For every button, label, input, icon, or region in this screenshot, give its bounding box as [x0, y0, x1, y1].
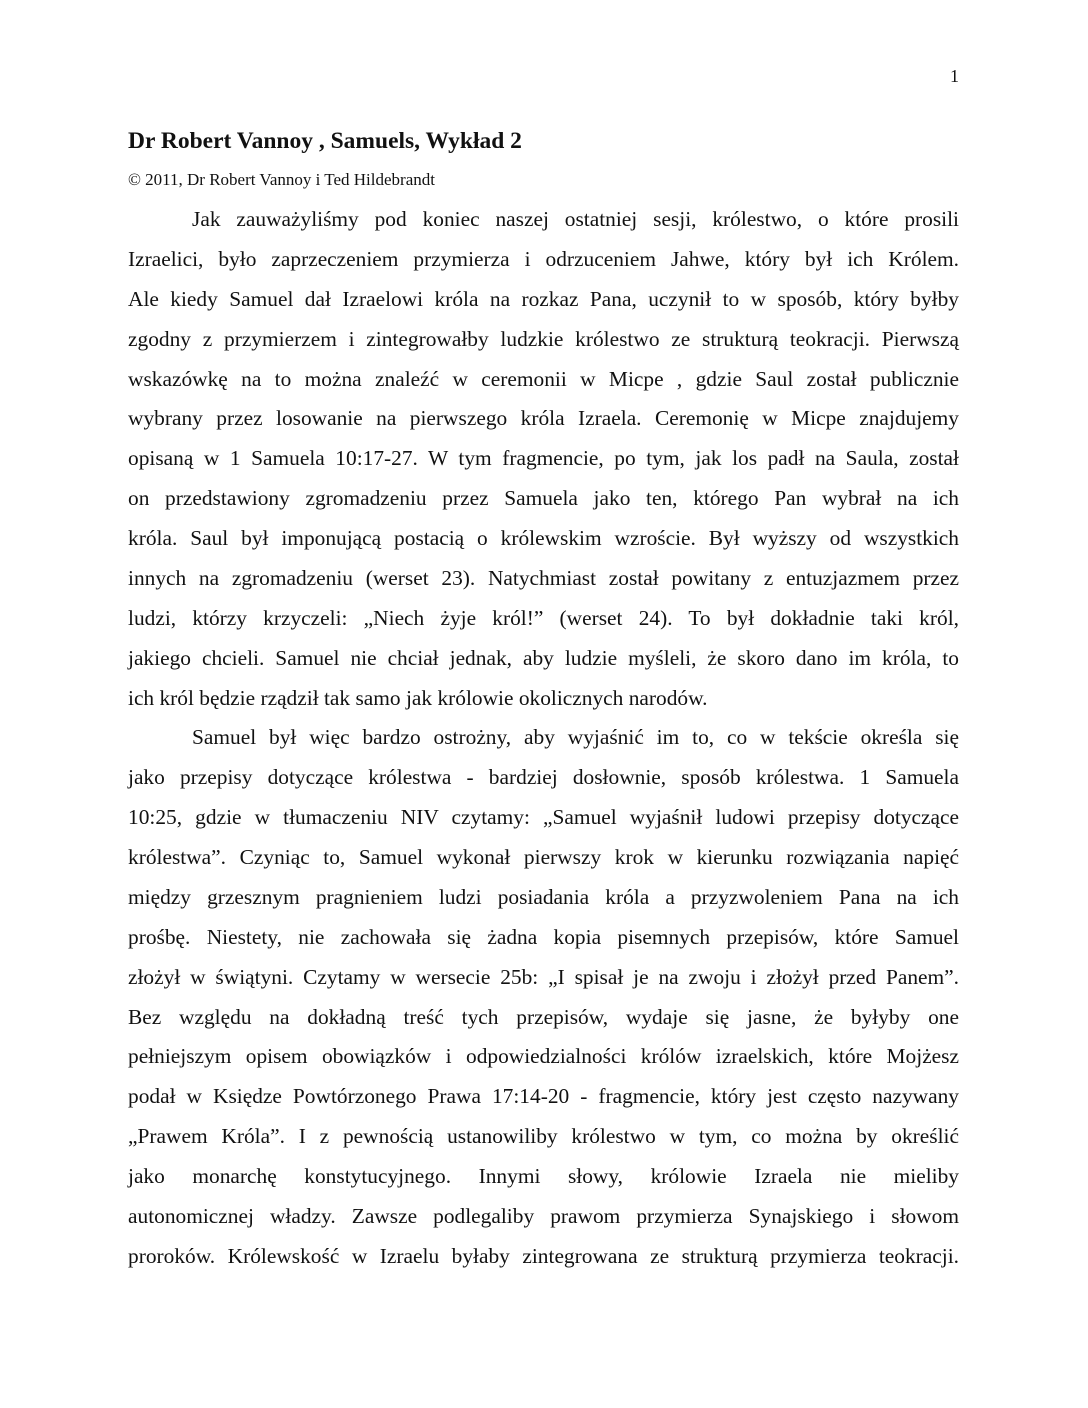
page-number: 1 [950, 66, 959, 86]
text-line: prośbę. Niestety, nie zachowała się żadna kopia pisemnych przepisów, które Samuel [128, 924, 959, 949]
text-line: złożył w świątyni. Czytamy w wersecie 25b: „I spisał je na zwoju i złożył przed Panem”. [128, 964, 959, 989]
text-line: 10:25, gdzie w tłumaczeniu NIV czytamy: „Samuel wyjaśnił ludowi przepisy dotyczące [128, 805, 959, 830]
text-line: wybrany przez losowanie na pierwszego króla Izraela. Ceremonię w Micpe znajdujemy [128, 406, 959, 431]
text-line: pełniejszym opisem obowiązków i odpowiedzialności królów izraelskich, które Mojżesz [128, 1044, 959, 1069]
text-line: wskazówkę na to można znaleźć w ceremonii w Micpe , gdzie Saul został publicznie [128, 366, 959, 391]
text-line: jakiego chcieli. Samuel nie chciał jednak, aby ludzie myśleli, że skoro dano im króla, to [128, 645, 959, 670]
text-line: Ale kiedy Samuel dał Izraelowi króla na rozkaz Pana, uczynił to w sposób, który byłby [128, 286, 959, 311]
paragraph-2 [128, 718, 959, 1276]
text-line: królestwa”. Czyniąc to, Samuel wykonał pierwszy krok w kierunku rozwiązania napięć [128, 845, 959, 869]
paragraph-1 [128, 200, 959, 718]
text-line: autonomicznej władzy. Zawsze podlegaliby prawom przymierza Synajskiego i słowom [128, 1203, 959, 1228]
text-line: ludzi, którzy krzyczeli: „Niech żyje król!” (werset 24). To był dokładnie taki król, [128, 605, 959, 630]
text-line: on przedstawiony zgromadzeniu przez Samuela jako ten, którego Pan wybrał na ich [128, 486, 959, 511]
text-line: Bez względu na dokładną treść tych przepisów, wydaje się jasne, że byłyby one [128, 1004, 959, 1029]
text-line: Izraelici, było zaprzeczeniem przymierza i odrzuceniem Jahwe, który był ich Królem. [128, 246, 959, 271]
text-line: króla. Saul był imponującą postacią o królewskim wzroście. Był wyższy od wszystkich [128, 526, 959, 550]
document-body [128, 200, 959, 1277]
text-line: ich król będzie rządził tak samo jak królowie okolicznych narodów. [128, 685, 708, 710]
text-line: innych na zgromadzeniu (werset 23). Natychmiast został powitany z entuzjazmem przez [128, 565, 959, 590]
text-line: Samuel był więc bardzo ostrożny, aby wyjaśnić im to, co w tekście określa się [192, 725, 959, 750]
text-line: podał w Księdze Powtórzonego Prawa 17:14-20 - fragmencie, który jest często nazywany [128, 1084, 959, 1109]
copyright-line: © 2011, Dr Robert Vannoy i Ted Hildebrandt [128, 170, 435, 189]
text-line: jako przepisy dotyczące królestwa - bardziej dosłownie, sposób królestwa. 1 Samuela [128, 765, 959, 790]
text-line: proroków. Królewskość w Izraelu byłaby zintegrowana ze strukturą przymierza teokracji. [128, 1243, 959, 1268]
text-line: jako monarchę konstytucyjnego. Innymi słowy, królowie Izraela nie mieliby [128, 1164, 959, 1188]
text-line: „Prawem Króla”. I z pewnością ustanowiliby królestwo w tym, co można by określić [128, 1124, 959, 1149]
document-title: Dr Robert Vannoy , Samuels, Wykład 2 [128, 128, 522, 154]
text-line: zgodny z przymierzem i zintegrowałby ludzkie królestwo ze strukturą teokracji. Pierwszą [128, 326, 959, 351]
text-line: opisaną w 1 Samuela 10:17-27. W tym fragmencie, po tym, jak los padł na Saula, został [128, 446, 959, 471]
text-line: między grzesznym pragnieniem ludzi posiadania króla a przyzwoleniem Pana na ich [128, 884, 959, 909]
text-line: Jak zauważyliśmy pod koniec naszej ostatniej sesji, królestwo, o które prosili [192, 207, 959, 231]
